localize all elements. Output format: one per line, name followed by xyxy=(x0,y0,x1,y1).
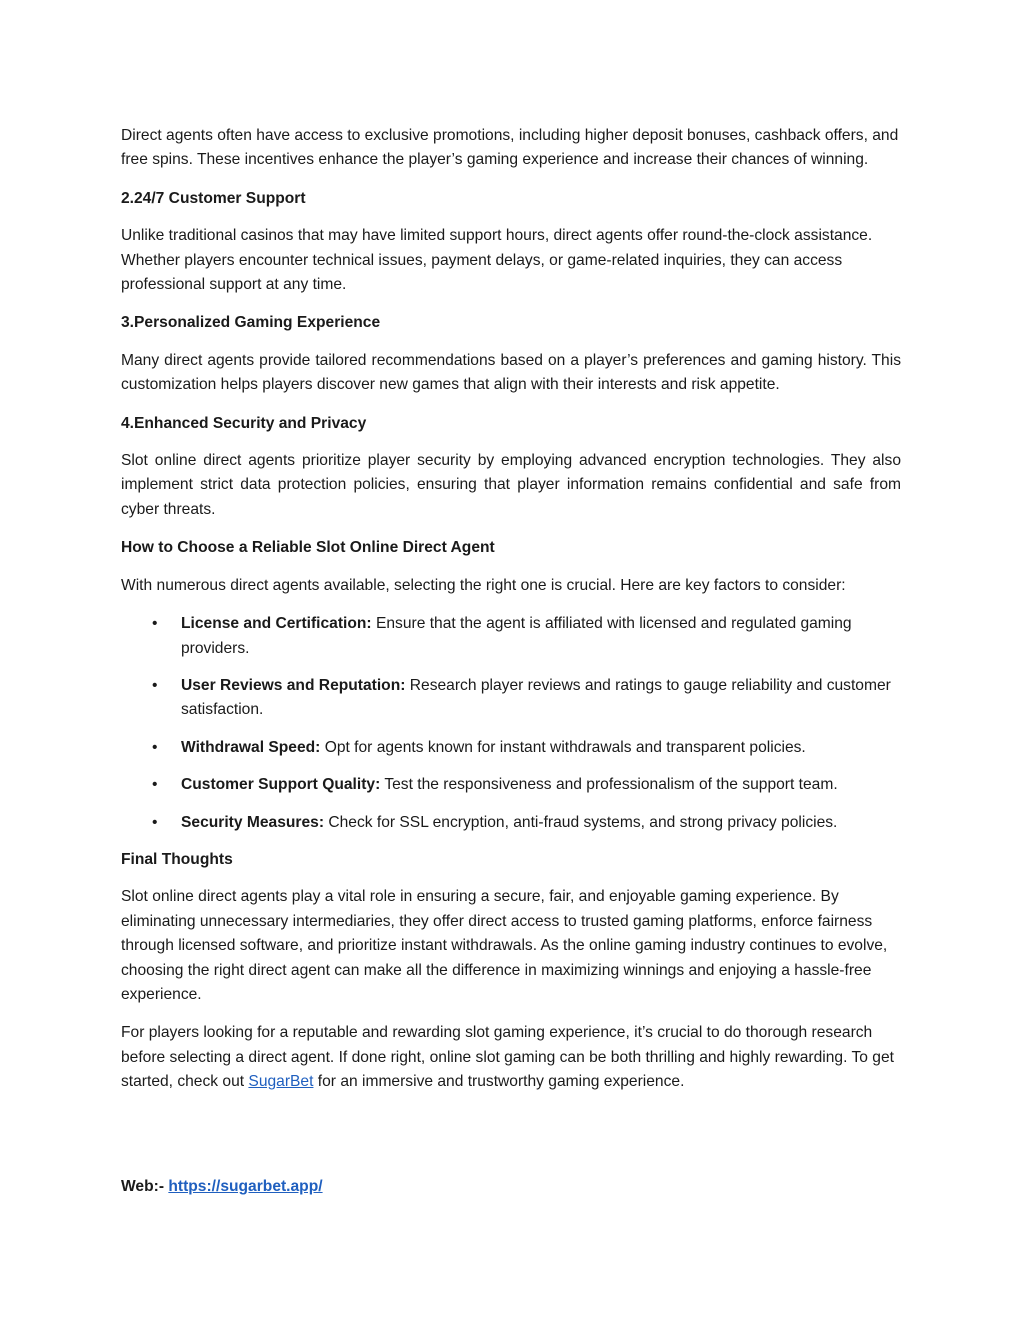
final-thoughts-paragraph: Slot online direct agents play a vital role in ensuring a secure, fair, and enjoyable gaming experience. By eliminating unnecessary intermediaries, they offer direct access to trusted gaming platforms, enforce fairness through licensed software, and prioritize instant withdrawals. As the online gaming industry continues to evolve, choosing the right direct agent can make all the difference in maximizing winnings and enjoying a hassle-free experience. xyxy=(121,888,888,1003)
section-heading-personalized-gaming: 3.Personalized Gaming Experience xyxy=(121,314,381,332)
list-item-text: Ensure that the agent is affiliated with licensed and regulated gaming providers. xyxy=(181,615,852,657)
closing-text-before: For players looking for a reputable and rewarding slot gaming experience, it’s crucial to do thorough research before selecting a direct agent. If done right, online slot gaming can be both thrilling and highly rewarding. To get started, check out xyxy=(121,1024,894,1091)
bullet-icon: • xyxy=(152,776,158,794)
list-item xyxy=(121,773,901,797)
list-item-term: License and Certification: xyxy=(181,615,372,633)
website-url-link[interactable]: https://sugarbet.app/ xyxy=(168,1178,323,1195)
list-item-term: Customer Support Quality: xyxy=(181,776,381,794)
list-item xyxy=(121,736,901,760)
bullet-icon: • xyxy=(152,676,158,694)
section-body-customer-support: Unlike traditional casinos that may have limited support hours, direct agents offer round-the-clock assistance. Whether players encounter technical issues, payment delays, or game-related inquiries, they can access professional support at any time. xyxy=(121,227,873,294)
section-heading-security-privacy: 4.Enhanced Security and Privacy xyxy=(121,414,367,432)
intro-paragraph: Direct agents often have access to exclusive promotions, including higher deposit bonuses, cashback offers, and free spins. These incentives enhance the player’s gaming experience and increase their chances of winning. xyxy=(121,127,899,169)
list-item xyxy=(121,811,901,835)
list-item xyxy=(121,612,901,661)
closing-paragraph xyxy=(121,1021,901,1094)
list-item-text: Check for SSL encryption, anti-fraud systems, and strong privacy policies. xyxy=(324,813,838,831)
bullet-icon: • xyxy=(152,738,158,756)
list-item-text: Opt for agents known for instant withdrawals and transparent policies. xyxy=(320,738,806,756)
final-thoughts-heading: Final Thoughts xyxy=(121,850,233,868)
document-body xyxy=(121,124,901,1095)
section-body-security-privacy: Slot online direct agents prioritize player security by employing advanced encryption technologies. They also implement strict data protection policies, ensuring that player information remains confidential and safe from cyber threats. xyxy=(121,452,901,518)
bullet-icon: • xyxy=(152,813,158,831)
factors-list xyxy=(121,612,901,835)
list-item-term: Withdrawal Speed: xyxy=(181,738,321,756)
list-item-text: Test the responsiveness and professionalism of the support team. xyxy=(380,776,838,794)
choose-agent-heading: How to Choose a Reliable Slot Online Direct Agent xyxy=(121,539,495,557)
list-item xyxy=(121,674,901,723)
section-body-personalized-gaming: Many direct agents provide tailored recommendations based on a player’s preferences and gaming history. This customization helps players discover new games that align with their interests and risk appetite. xyxy=(121,351,901,394)
choose-agent-intro: With numerous direct agents available, selecting the right one is crucial. Here are key factors to consider: xyxy=(121,576,846,594)
bullet-icon: • xyxy=(152,615,158,633)
web-label: Web:- xyxy=(121,1178,169,1195)
sugarbet-link[interactable]: SugarBet xyxy=(248,1073,314,1091)
list-item-term: User Reviews and Reputation: xyxy=(181,676,406,694)
closing-text-after: for an immersive and trustworthy gaming experience. xyxy=(313,1073,685,1091)
list-item-term: Security Measures: xyxy=(181,813,325,831)
web-footer xyxy=(121,1175,323,1199)
section-heading-customer-support: 2.24/7 Customer Support xyxy=(121,189,306,207)
list-item-text: Research player reviews and ratings to gauge reliability and customer satisfaction. xyxy=(181,676,891,719)
